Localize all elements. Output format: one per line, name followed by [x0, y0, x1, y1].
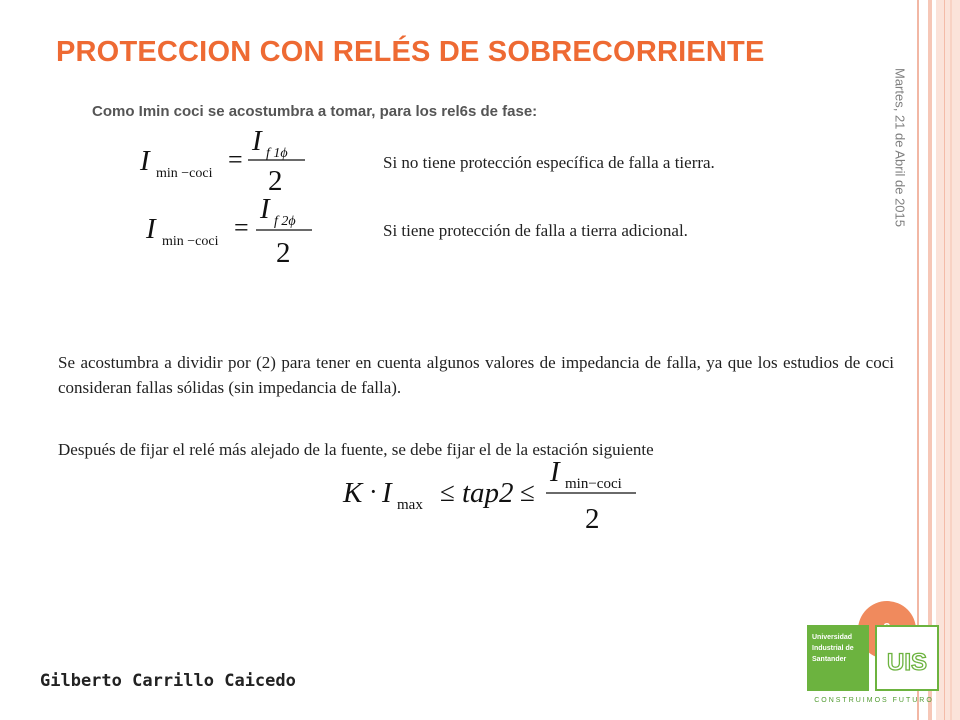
paragraph-impedance: Se acostumbra a dividir por (2) para tener en cuenta algunos valores de impedancia de falla, ya que los estudios de coci consideran fallas sólidas (sin impedancia de falla).: [58, 353, 894, 397]
formula-num-sub: f 1ϕ: [266, 146, 288, 161]
formula-tap: tap2: [462, 477, 514, 509]
condition-with-ground-protection: Si tiene protección de falla a tierra adicional.: [383, 221, 688, 240]
logo-text-line: Santander: [812, 656, 847, 663]
formula-tap-inequality: [340, 452, 650, 538]
logo-mark-text: UIS: [886, 649, 928, 676]
formula-den: 2: [268, 165, 283, 197]
formula-i-sub: max: [397, 497, 423, 513]
formula-imin-single-phase: [140, 124, 320, 197]
formula-num-sub: min−coci: [565, 476, 622, 492]
right-border-stripe: [917, 0, 919, 720]
formula-lhs-sub: min −coci: [156, 166, 213, 181]
right-border-stripe: [944, 0, 945, 720]
right-border-band: [936, 0, 960, 720]
formula-num-main: I: [550, 456, 560, 488]
formula-i: I: [382, 477, 392, 509]
slide-date: Martes, 21 de Abril de 2015: [892, 68, 908, 227]
formula-num-sub: f 2ϕ: [274, 214, 296, 229]
intro-text: Como Imin coci se acostumbra a tomar, para los rel6s de fase:: [92, 103, 538, 120]
formula-dot: ·: [369, 477, 378, 506]
uis-logo-mark: [875, 625, 939, 691]
formula-le: ≤: [520, 477, 535, 507]
right-border-stripe: [950, 0, 952, 720]
formula-imin-two-phase: [146, 192, 326, 269]
formula-k: K: [343, 477, 363, 509]
author-name: Gilberto Carrillo Caicedo: [40, 671, 296, 691]
formula-lhs-main: I: [146, 213, 156, 245]
paragraph-next-relay: Después de fijar el relé más alejado de la fuente, se debe fijar el de la estación siguiente: [58, 440, 654, 459]
condition-no-ground-protection: Si no tiene protección específica de falla a tierra.: [383, 153, 715, 172]
formula-equals: =: [234, 213, 249, 242]
formula-le: ≤: [440, 477, 455, 507]
formula-lhs-sub: min −coci: [162, 234, 219, 249]
formula-den: 2: [276, 237, 291, 269]
logo-slogan: CONSTRUIMOS FUTURO: [814, 697, 934, 704]
slide-title: PROTECCION CON RELÉS DE SOBRECORRIENTE: [56, 36, 765, 68]
formula-num-main: I: [252, 125, 262, 157]
formula-num-main: I: [260, 193, 270, 225]
logo-text-line: Industrial de: [812, 645, 854, 652]
formula-equals: =: [228, 145, 243, 174]
formula-lhs-main: I: [140, 145, 150, 177]
formula-den: 2: [585, 503, 600, 535]
right-border-stripe: [928, 0, 932, 720]
logo-text-line: Universidad: [812, 634, 853, 641]
